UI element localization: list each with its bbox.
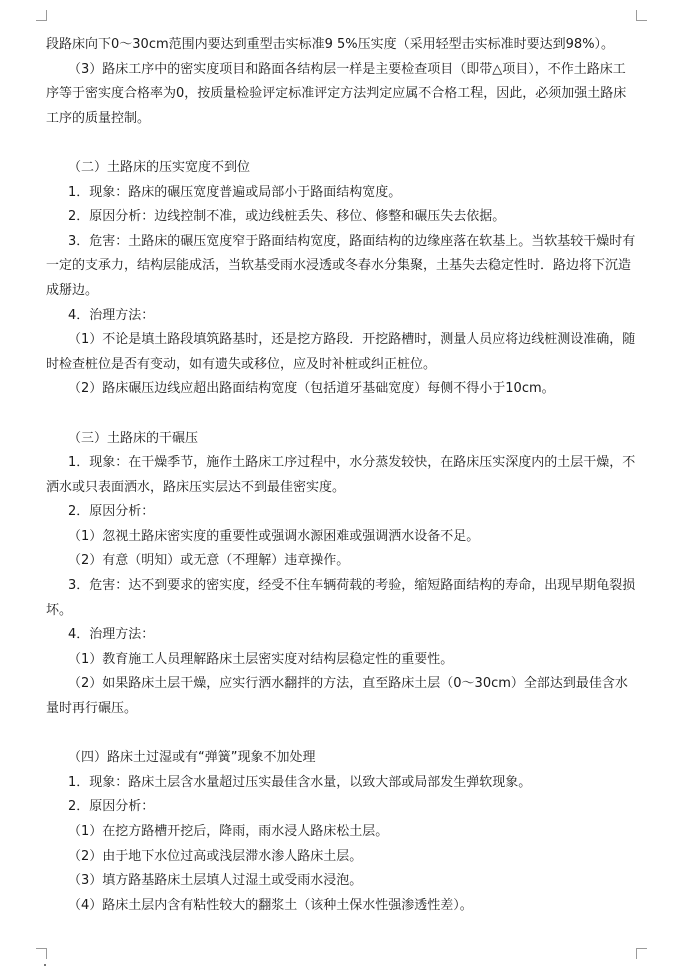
section-heading: （四）路床土过湿或有“弹簧”现象不加处理 (68, 750, 316, 766)
paragraph: 3．危害：土路床的碾压宽度窄于路面结构宽度，路面结构的边缘座落在软基上。当软基较干燥时有一定的支承力，结构层能成活，当软基受雨水浸透或冬春水分集聚，土基失去稳定性时．路边将下沉造成掰边。 (46, 233, 636, 298)
paragraph: （3）填方路基路床土层填人过湿土或受雨水浸泡。 (68, 873, 363, 889)
paragraph: 2．原因分析： (68, 504, 155, 520)
margin-corner-mark (36, 10, 47, 21)
paragraph: 1．现象：在干燥季节，施作土路床工序过程中，水分蒸发较快，在路床压实深度内的土层干燥，不洒水或只表面洒水，路床压实层达不到最佳密实度。 (46, 455, 636, 495)
paragraph: 4．治理方法： (68, 627, 155, 643)
blank-line (46, 722, 638, 747)
paragraph: （2）如果路床土层干燥，应实行洒水翻拌的方法，直至路床土层（0～30cm）全部达到最佳含水量时再行碾压。 (46, 676, 628, 717)
paragraph: 4．治理方法： (68, 307, 155, 323)
margin-corner-mark (636, 948, 647, 959)
blank-line (46, 131, 638, 156)
margin-corner-mark (36, 948, 47, 959)
paragraph: （1）忽视土路床密实度的重要性或强调水源困难或强调洒水设备不足。 (68, 528, 480, 544)
paragraph: （1）不论是填土路段填筑路基时，还是挖方路段．开挖路槽时，测量人员应将边线桩测设准确，随时检查桩位是否有变动，如有遗失或移位，应及时补桩或纠正桩位。 (46, 332, 636, 372)
paragraph: （2）由于地下水位过高或浅层滞水渗人路床土层。 (68, 848, 363, 864)
paragraph: 2．原因分析： (68, 799, 155, 815)
paragraph: （1）教育施工人员理解路床土层密实度对结构层稳定性的重要性。 (68, 651, 454, 667)
paragraph: （2）路床碾压边线应超出路面结构宽度（包括道牙基础宽度）每侧不得小于10cm。 (68, 381, 555, 397)
margin-corner-mark (636, 10, 647, 21)
paragraph: 段路床向下0～30cm范围内要达到重型击实标准9 5%压实度（采用轻型击实标准时要达到98%）。 (46, 37, 615, 52)
section-heading: （三）土路床的干碾压 (68, 430, 199, 446)
paragraph: （2）有意（明知）或无意（不理解）违章操作。 (68, 553, 350, 569)
paragraph: （4）路床土层内含有粘性较大的翻浆土（该种土保水性强渗透性差）。 (68, 897, 473, 913)
paragraph: （3）路床工序中的密实度项目和路面各结构层一样是主要检查项目（即带△项目），不作土路床工序等于密实度合格率为0，按质量检验评定标准评定方法判定应属不合格工程，因此，必须加强土路床工序的质量控制。 (46, 61, 627, 126)
paragraph: （1）在挖方路槽开挖后，降雨，雨水浸人路床松土层。 (68, 824, 389, 839)
blank-line (46, 402, 638, 427)
document-body (46, 33, 638, 918)
page-dot-mark (44, 964, 46, 966)
paragraph: 3．危害：达不到要求的密实度，经受不住车辆荷载的考验，缩短路面结构的寿命，出现早期龟裂损坏。 (46, 578, 636, 618)
paragraph: 2．原因分析：边线控制不准，或边线桩丢失、移位、修整和碾压失去依据。 (68, 209, 506, 225)
paragraph: 1．现象：路床的碾压宽度普遍或局部小于路面结构宽度。 (68, 184, 402, 200)
section-heading: （二）土路床的压实宽度不到位 (68, 159, 251, 175)
paragraph: 1．现象：路床土层含水量超过压实最佳含水量，以致大部或局部发生弹软现象。 (68, 774, 532, 790)
